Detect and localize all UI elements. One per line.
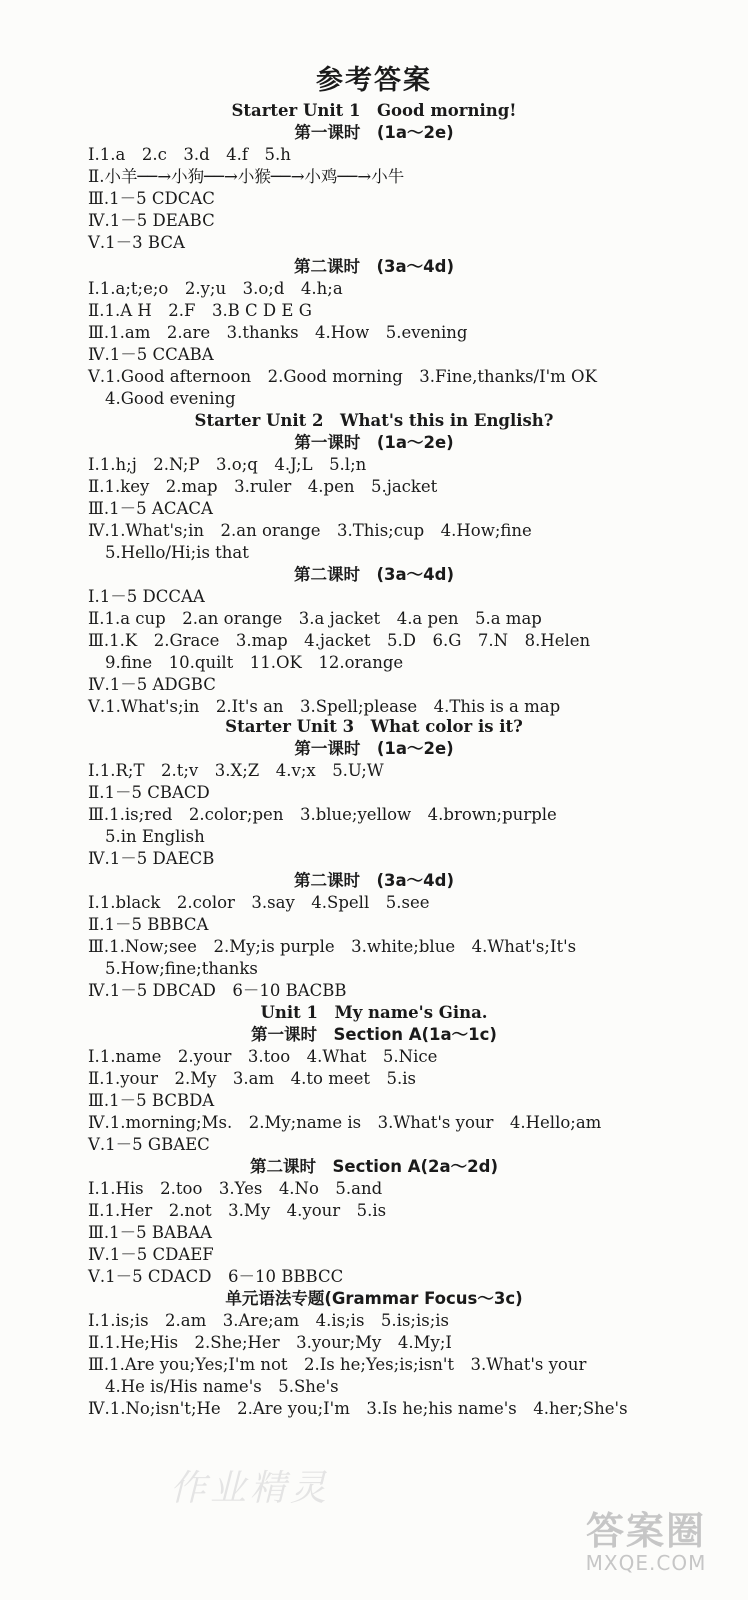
unit-heading: Starter Unit 3 What color is it? <box>225 717 523 736</box>
lesson-heading: 第二课时 (3a～4d) <box>294 565 454 584</box>
lesson-heading: 单元语法专题(Grammar Focus～3c) <box>225 1289 523 1308</box>
answer-line: Ⅰ.1.a;t;e;o 2.y;u 3.o;d 4.h;a <box>88 279 343 298</box>
answer-line-continued: 5.How;fine;thanks <box>105 959 258 978</box>
answer-line: Ⅳ.1.morning;Ms. 2.My;name is 3.What's your 4.Hello;am <box>88 1113 602 1132</box>
watermark-left: 作业精灵 <box>170 1468 331 1509</box>
answer-line-continued: 5.Hello/Hi;is that <box>105 543 249 562</box>
answer-line: Ⅲ.1.is;red 2.color;pen 3.blue;yellow 4.brown;purple <box>88 805 557 824</box>
unit-heading: Unit 1 My name's Gina. <box>260 1003 488 1022</box>
answer-line-continued: 4.He is/His name's 5.She's <box>105 1377 339 1396</box>
answer-line: Ⅱ.1－5 CBACD <box>88 783 210 802</box>
answer-line: Ⅲ.1.Are you;Yes;I'm not 2.Is he;Yes;is;isn't 3.What's your <box>88 1355 587 1374</box>
answer-line: Ⅴ.1－5 GBAEC <box>88 1135 210 1154</box>
answer-line-continued: 5.in English <box>105 827 205 846</box>
answer-line: Ⅴ.1－5 CDACD 6－10 BBBCC <box>88 1267 344 1286</box>
lesson-heading: 第一课时 (1a～2e) <box>294 123 454 142</box>
answer-line: Ⅰ.1.His 2.too 3.Yes 4.No 5.and <box>88 1179 383 1198</box>
answer-line: Ⅱ.1.A H 2.F 3.B C D E G <box>88 301 312 320</box>
page-title: 参考答案 <box>316 65 432 96</box>
answer-line: Ⅳ.1.No;isn't;He 2.Are you;I'm 3.Is he;his name's 4.her;She's <box>88 1399 628 1418</box>
answer-line: Ⅲ.1－5 BABAA <box>88 1223 212 1242</box>
answer-line-continued: 4.Good evening <box>105 389 236 408</box>
answer-line: Ⅲ.1.K 2.Grace 3.map 4.jacket 5.D 6.G 7.N 8.Helen <box>88 631 591 650</box>
answer-line: Ⅰ.1.R;T 2.t;v 3.X;Z 4.v;x 5.U;W <box>88 761 384 780</box>
unit-heading: Starter Unit 2 What's this in English? <box>194 411 554 430</box>
unit-heading: Starter Unit 1 Good morning! <box>231 101 517 120</box>
answer-line: Ⅲ.1－5 ACACA <box>88 499 213 518</box>
watermark-logo-text: 答案圈 <box>585 1509 706 1553</box>
answer-line: Ⅲ.1.Now;see 2.My;is purple 3.white;blue 4.What's;It's <box>88 937 577 956</box>
answer-line-continued: 9.fine 10.quilt 11.OK 12.orange <box>105 653 404 672</box>
answer-line: Ⅳ.1－5 CDAEF <box>88 1245 214 1264</box>
answer-line: Ⅲ.1－5 CDCAC <box>88 189 215 208</box>
answer-line: Ⅰ.1.h;j 2.N;P 3.o;q 4.J;L 5.l;n <box>88 455 367 474</box>
answer-line: Ⅱ.1.key 2.map 3.ruler 4.pen 5.jacket <box>88 477 438 496</box>
answer-line: Ⅳ.1－5 DAECB <box>88 849 215 868</box>
watermark-logo <box>556 1500 736 1575</box>
lesson-heading: 第二课时 (3a～4d) <box>294 257 454 276</box>
answer-line: Ⅱ.1.He;His 2.She;Her 3.your;My 4.My;I <box>88 1333 452 1352</box>
watermark-logo-url: MXQE.COM <box>585 1551 707 1575</box>
answer-line: Ⅱ.1.a cup 2.an orange 3.a jacket 4.a pen 5.a map <box>88 609 542 628</box>
answer-line: Ⅰ.1.name 2.your 3.too 4.What 5.Nice <box>88 1047 438 1066</box>
lesson-heading: 第二课时 Section A(2a～2d) <box>250 1157 498 1176</box>
answer-line: Ⅴ.1.What's;in 2.It's an 3.Spell;please 4.This is a map <box>88 697 561 716</box>
answer-line: Ⅳ.1－5 DEABC <box>88 211 215 230</box>
answer-line: Ⅳ.1－5 ADGBC <box>88 675 216 694</box>
answer-line: Ⅰ.1－5 DCCAA <box>88 587 205 606</box>
answer-line: Ⅱ.1－5 BBBCA <box>88 915 209 934</box>
answer-line: Ⅴ.1－3 BCA <box>88 233 185 252</box>
lesson-heading: 第二课时 (3a～4d) <box>294 871 454 890</box>
answer-line: Ⅲ.1.am 2.are 3.thanks 4.How 5.evening <box>88 323 468 342</box>
answer-line: Ⅰ.1.is;is 2.am 3.Are;am 4.is;is 5.is;is;is <box>88 1311 450 1330</box>
answer-line: Ⅳ.1.What's;in 2.an orange 3.This;cup 4.How;fine <box>88 521 532 540</box>
lesson-heading: 第一课时 (1a～2e) <box>294 739 454 758</box>
answer-line: Ⅱ.小羊──→小狗──→小猴──→小鸡──→小牛 <box>88 167 405 186</box>
answer-line: Ⅳ.1－5 DBCAD 6－10 BACBB <box>88 981 347 1000</box>
answer-line: Ⅰ.1.a 2.c 3.d 4.f 5.h <box>88 145 291 164</box>
answer-line: Ⅰ.1.black 2.color 3.say 4.Spell 5.see <box>88 893 430 912</box>
lesson-heading: 第一课时 (1a～2e) <box>294 433 454 452</box>
answer-line: Ⅱ.1.your 2.My 3.am 4.to meet 5.is <box>88 1069 417 1088</box>
answer-line: Ⅴ.1.Good afternoon 2.Good morning 3.Fine,thanks/I'm OK <box>88 367 597 386</box>
answer-line: Ⅱ.1.Her 2.not 3.My 4.your 5.is <box>88 1201 387 1220</box>
answer-line: Ⅲ.1－5 BCBDA <box>88 1091 215 1110</box>
answer-line: Ⅳ.1－5 CCABA <box>88 345 214 364</box>
lesson-heading: 第一课时 Section A(1a～1c) <box>251 1025 497 1044</box>
